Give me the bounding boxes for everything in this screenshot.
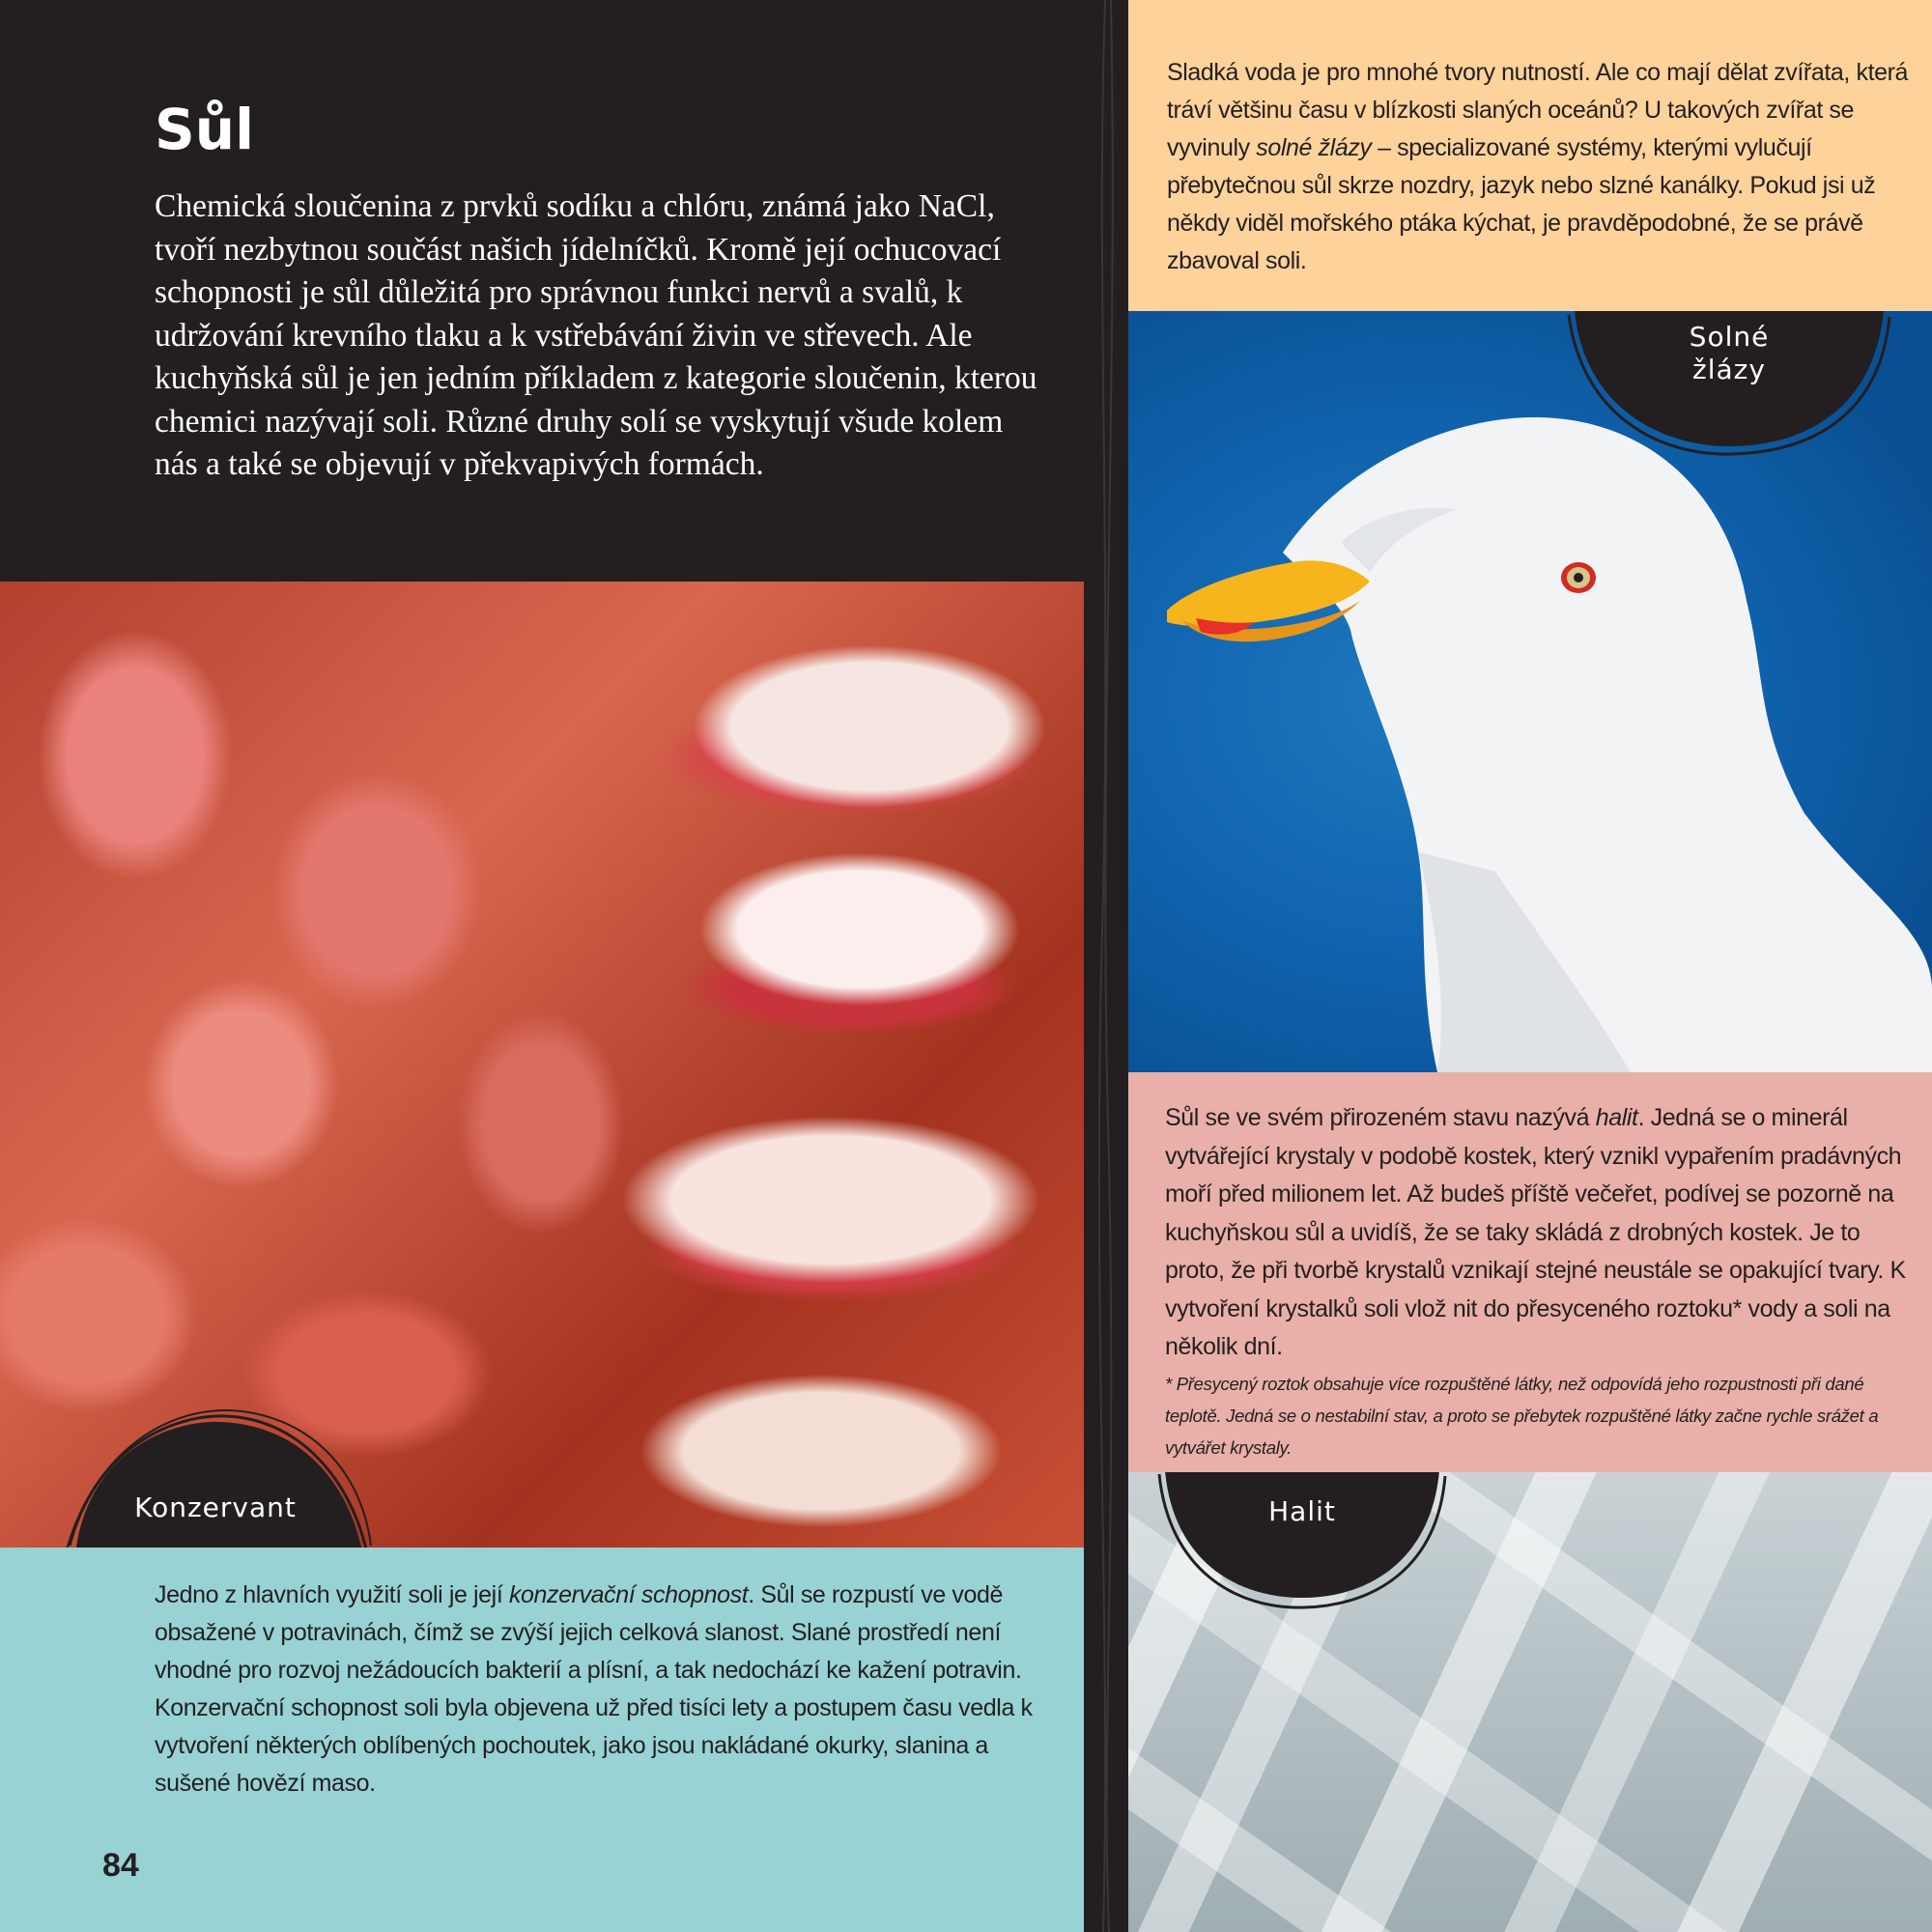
salt-glands-section [1128, 0, 1932, 311]
halite-text-start: Sůl se ve svém přirozeném stavu nazývá [1165, 1104, 1596, 1131]
badge-halite [1157, 1472, 1447, 1617]
badge-halite-label: Halit [1268, 1495, 1336, 1527]
preservative-paragraph [155, 1577, 1043, 1803]
salt-glands-paragraph [1167, 54, 1911, 280]
halite-section [1128, 1072, 1932, 1472]
page-title: Sůl [155, 97, 254, 162]
preservative-section [0, 1548, 1084, 1932]
preservative-text-start: Jedno z hlavních využití soli je její [155, 1581, 509, 1608]
intro-section [0, 0, 1121, 582]
intro-paragraph: Chemická sloučenina z prvků sodíku a chlóru, známá jako NaCl, tvoří nezbytnou součást našich jídelníčků. Kromě její ochucovací schopnosti je sůl důležitá pro správnou funkci nervů a svalů, k udržování krevního tlaku a k vstřebávání živin ve střevech. Ale kuchyňská sůl je jen jedním příkladem z kategorie sloučenin, kterou chemici nazývají soli. Různé druhy solí se vyskytují všude kolem nás a také se objevují v překvapivých formách. [155, 188, 1037, 482]
salt-glands-text-emphasis: solné žlázy [1256, 134, 1372, 161]
scribble-line-icon [1084, 0, 1128, 1932]
salt-glands-text-end: – specializované systémy, kterými vylučují přebytečnou sůl skrze nozdry, jazyk nebo slzné kanálky. Pokud jsi už někdy viděl mořského ptáka kýchat, je pravděpodobné, že se právě zbavoval soli. [1167, 134, 1876, 274]
preservative-text-end: . Sůl se rozpustí ve vodě obsažené v potravinách, čímž se zvýší jejich celková slanost. Slané prostředí není vhodné pro rozvoj nežádoucích bakterií a plísní, a tak nedochází ke kažení potravin. Konzervační schopnost soli byla objevena už před tisíci lety a postupem času vedla k vytvoření některých oblíbených pochoutek, jako jsou nakládané okurky, slanina a sušené hovězí maso. [155, 1581, 1033, 1797]
scribble-circle-icon [1157, 1472, 1447, 1617]
halite-crystals-photo [1128, 1472, 1932, 1932]
scribble-circle-icon [56, 1401, 375, 1548]
badge-salt-glands [1565, 311, 1893, 466]
halite-text-end: . Jedná se o minerál vytvářející krystaly v podobě kostek, který vznikl vypařením pradávných moří před milionem let. Až budeš příště večeřet, podívej se pozorně na kuchyňskou sůl a uvidíš, že se taky skládá z drobných kostek. Je to proto, že při tvorbě krystalů vznikají stejné neustále se opakující tvary. K vytvoření krystalků soli vlož nit do přesyceného roztoku* vody a soli na několik dní. [1165, 1104, 1906, 1360]
salt-glands-text-start: Sladká voda je pro mnohé tvory nutností. Ale co mají dělat zvířata, která tráví většinu času v blízkosti slaných oceánů? U takových zvířat se vyvinuly [1167, 59, 1909, 161]
badge-preservative [56, 1401, 375, 1548]
badge-salt-glands-label-2: žlázy [1692, 354, 1766, 385]
halite-paragraph [1165, 1099, 1918, 1367]
page-divider [1084, 0, 1128, 1932]
page-number: 84 [102, 1847, 139, 1884]
badge-salt-glands-label-1: Solné [1689, 321, 1770, 353]
halite-text-emphasis: halit [1595, 1104, 1638, 1131]
badge-preservative-label: Konzervant [134, 1492, 297, 1523]
halite-footnote: * Přesycený roztok obsahuje více rozpuštěné látky, než odpovídá jeho rozpustnosti při dané teplotě. Jedná se o nestabilní stav, a proto se přebytek rozpuštěné látky začne rychle srážet a vytvářet krystaly. [1165, 1374, 1879, 1458]
preservative-text-emphasis: konzervační schopnost [508, 1581, 749, 1608]
seagull-photo [1128, 311, 1932, 1072]
cured-meat-photo [0, 582, 1084, 1548]
